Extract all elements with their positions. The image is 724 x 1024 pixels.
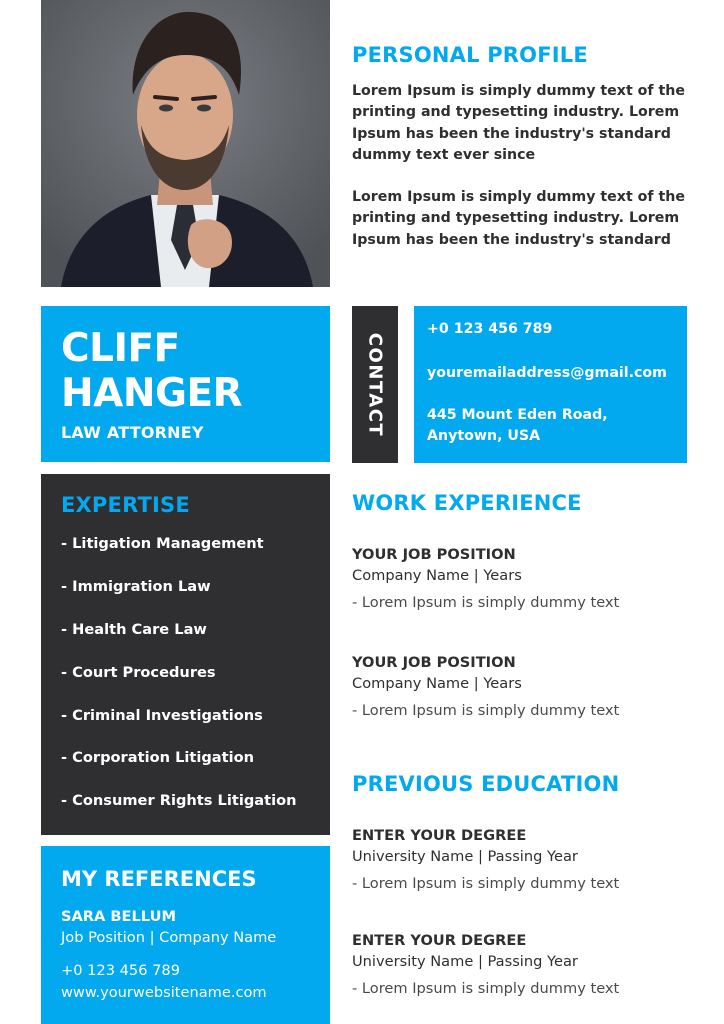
contact-label: CONTACT (364, 332, 386, 437)
contact-label-tab (352, 306, 398, 463)
contact-address: 445 Mount Eden Road, Anytown, USA (427, 407, 608, 444)
reference-name: SARA BELLUM (61, 908, 176, 925)
university-year: University Name | Passing Year (352, 848, 578, 865)
job-position: YOUR JOB POSITION (352, 546, 516, 563)
job-description: - Lorem Ipsum is simply dummy text (352, 594, 620, 611)
contact-box (414, 306, 687, 463)
profile-photo (41, 0, 330, 287)
profile-paragraph: Lorem Ipsum is simply dummy text of the printing and typesetting industry. Lorem Ipsum has been the industry's standard (352, 189, 686, 248)
education-entry (352, 931, 619, 999)
job-title: LAW ATTORNEY (61, 423, 204, 442)
university-year: University Name | Passing Year (352, 953, 578, 970)
expertise-title: EXPERTISE (61, 493, 190, 517)
expertise-item: - Corporation Litigation (61, 749, 255, 767)
company-years: Company Name | Years (352, 567, 522, 584)
expertise-item: - Immigration Law (61, 577, 211, 595)
degree: ENTER YOUR DEGREE (352, 827, 527, 844)
last-name: HANGER (61, 371, 243, 416)
contact-email: youremailaddress@gmail.com (427, 365, 667, 381)
expertise-item: - Consumer Rights Litigation (61, 792, 297, 810)
job-description: - Lorem Ipsum is simply dummy text (352, 702, 620, 719)
expertise-list (61, 534, 297, 834)
expertise-section (41, 474, 330, 835)
references-title: MY REFERENCES (61, 867, 257, 891)
work-experience-title: WORK EXPERIENCE (352, 491, 582, 515)
personal-profile-title: PERSONAL PROFILE (352, 43, 588, 67)
job-position: YOUR JOB POSITION (352, 654, 516, 671)
education-section (352, 772, 704, 997)
reference-position: Job Position | Company Name (61, 929, 277, 946)
references-section (41, 846, 330, 1024)
expertise-item: - Litigation Management (61, 535, 264, 552)
name-block (41, 306, 330, 462)
education-description: - Lorem Ipsum is simply dummy text (352, 980, 620, 997)
education-description: - Lorem Ipsum is simply dummy text (352, 875, 620, 892)
degree: ENTER YOUR DEGREE (352, 932, 527, 949)
reference-website: www.yourwebsitename.com (61, 984, 267, 1001)
work-entry (352, 653, 619, 721)
work-experience-section (352, 491, 704, 719)
profile-paragraph: Lorem Ipsum is simply dummy text of the printing and typesetting industry. Lorem Ipsum has been the industry's standard dummy text ever since (352, 83, 686, 163)
expertise-item: - Health Care Law (61, 620, 207, 638)
education-entry (352, 826, 619, 894)
expertise-item: - Criminal Investigations (61, 706, 263, 724)
reference-phone: +0 123 456 789 (61, 962, 180, 979)
personal-profile-section (352, 43, 704, 251)
education-title: PREVIOUS EDUCATION (352, 772, 620, 796)
work-entry (352, 545, 619, 613)
expertise-item: - Court Procedures (61, 663, 216, 681)
company-years: Company Name | Years (352, 675, 522, 692)
first-name: CLIFF (61, 326, 180, 371)
contact-phone: +0 123 456 789 (427, 321, 553, 337)
